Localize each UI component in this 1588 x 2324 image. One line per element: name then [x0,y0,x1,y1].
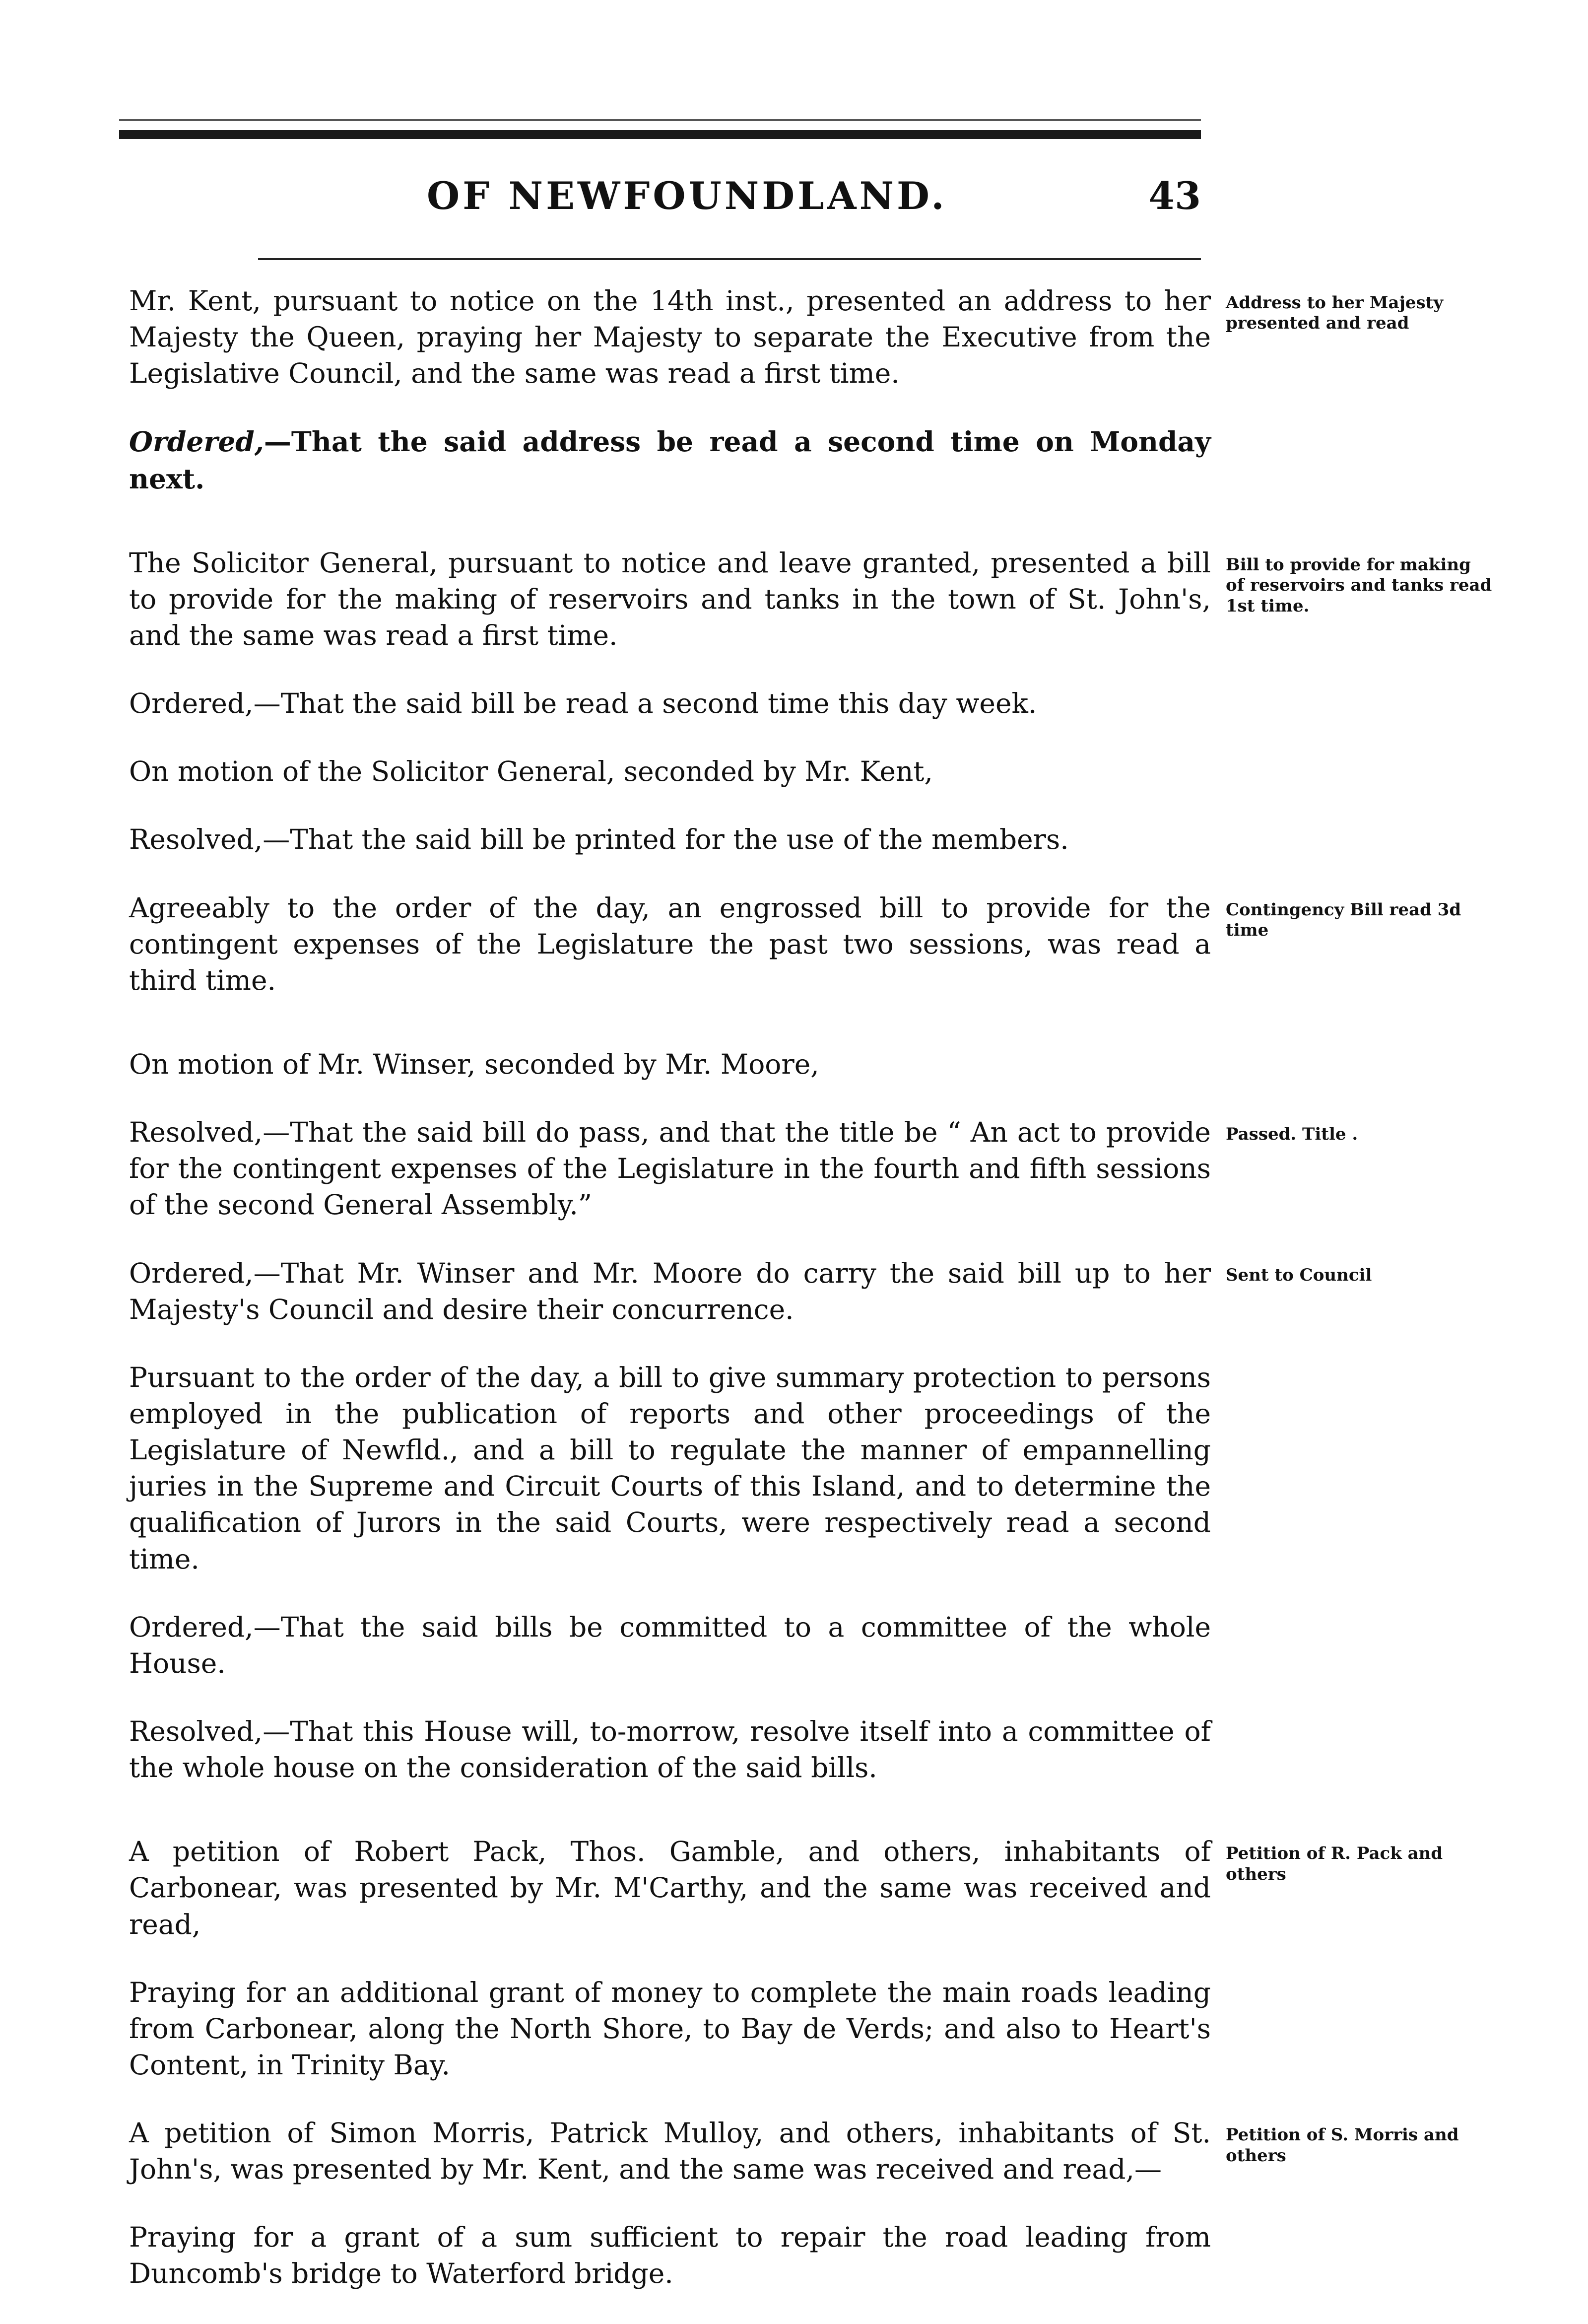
margin-note: Petition of S. Morris and others [1226,2125,1459,2166]
running-title: OF NEWFOUNDLAND. [427,174,947,218]
top-decorative-rule-thin [119,119,1201,121]
page-number: 43 [1148,174,1201,218]
paragraph [129,423,1211,497]
paragraph: A petition of Simon Morris, Patrick Mulloy, and others, inhabitants of St. John's, was presented by Mr. Kent, and the same was received and read,— [129,2117,1211,2186]
paragraph: On motion of Mr. Winser, seconded by Mr. Moore, [129,1048,819,1080]
paragraph: Agreeably to the order of the day, an engrossed bill to provide for the contingent expenses of the Legislature the past two sessions, was read a third time. [129,891,1211,996]
entry-ordered-address [129,423,1211,497]
entry-praying-roads [129,1975,1211,2083]
margin-note: Passed. Title . [1226,1124,1358,1145]
paragraph: Ordered,—That the said bill be read a second time this day week. [129,687,1037,720]
paragraph: Resolved,—That this House will, to-morrow, resolve itself into a committee of the whole house on the consideration of the said bills. [129,1715,1211,1784]
page-header [119,174,1201,228]
paragraph: Ordered,—That the said bills be committed to a committee of the whole House. [129,1611,1211,1679]
entry-address-to-majesty [129,283,1444,392]
entry-resolved-pass [129,1114,1358,1223]
paragraph: The Solicitor General, pursuant to notice and leave granted, presented a bill to provide for the making of reservoirs and tanks in the town of St. John's, and the same was read a first time. [129,547,1211,651]
entry-protection-bills [129,1360,1211,1577]
margin-note: Address to her Majesty presented and read [1226,293,1444,334]
paragraph: Pursuant to the order of the day, a bill to give summary protection to persons employed in the publication of reports and other proceedings of the Legislature of Newfld., and a bill to regulate the manner of empannelling juries in the Supreme and Circuit Courts of this Island, and to determine the qualification of Jurors in the said Courts, were respectively read a second time. [129,1361,1211,1575]
lead-word: Ordered, [129,425,264,458]
entry-petition-morris [129,2115,1459,2187]
margin-note: Sent to Council [1226,1265,1372,1285]
entry-petition-pack [129,1834,1443,1942]
paragraph: On motion of the Solicitor General, seconded by Mr. Kent, [129,755,933,788]
paragraph: Praying for an additional grant of money to complete the main roads leading from Carbonear, along the North Shore, to Bay de Verds; and also to Heart's Content, in Trinity Bay. [129,1976,1211,2081]
paragraph: Resolved,—That the said bill be printed for the use of the members. [129,823,1069,856]
top-decorative-rule [119,130,1201,139]
paragraph: Ordered,—That Mr. Winser and Mr. Moore do carry the said bill up to her Majesty's Council and desire their concurrence. [129,1257,1211,1325]
paragraph: A petition of Robert Pack, Thos. Gamble, and others, inhabitants of Carbonear, was presented by Mr. M'Carthy, and the same was received and read, [129,1836,1211,1940]
paragraph: Resolved,—That the said bill do pass, and that the title be “ An act to provide for the contingent expenses of the Legislature in the fourth and fifth sessions of the second General Assembly.” [129,1116,1211,1221]
entry-resolved-printed [129,821,1211,858]
margin-note: Bill to provide for making of reservoirs and tanks read 1st time. [1226,554,1492,616]
entry-motion-winser [129,1046,1211,1083]
entry-ordered-council [129,1255,1372,1328]
paragraph: Praying for a grant of a sum sufficient to repair the road leading from Duncomb's bridge to Waterford bridge. [129,2221,1211,2290]
entry-reservoirs-bill [129,545,1492,654]
entry-contingency-bill [129,890,1461,999]
entry-praying-bridge [129,2219,1211,2292]
entry-ordered-committed [129,1609,1211,1682]
entry-motion-solicitor [129,753,1211,790]
header-rule [258,258,1201,260]
paragraph-text: —That the said address be read a second time on Monday next. [129,425,1211,495]
entry-resolved-committee [129,1713,1211,1786]
entry-ordered-second-reading [129,685,1211,722]
paragraph: Mr. Kent, pursuant to notice on the 14th inst., presented an address to her Majesty the Queen, praying her Majesty to separate the Executive from the Legislative Council, and the same was read a first time. [129,285,1211,390]
margin-note: Petition of R. Pack and others [1226,1844,1443,1884]
page-body [129,283,1492,2324]
margin-note: Contingency Bill read 3d time [1226,899,1461,941]
